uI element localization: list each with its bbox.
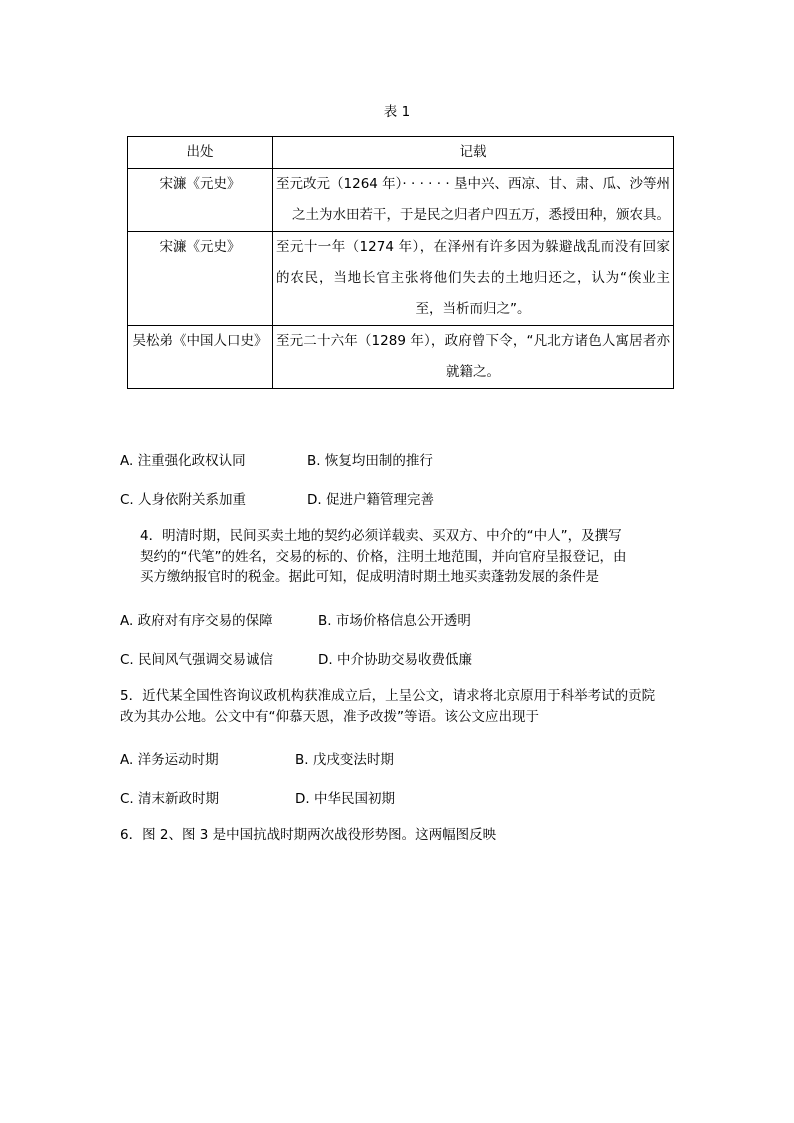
q5-option-d[interactable]: D. 中华民国初期 (295, 791, 395, 807)
q5-option-b[interactable]: B. 戊戌变法时期 (295, 752, 394, 768)
q5-option-a[interactable]: A. 洋务运动时期 (120, 752, 219, 768)
q4-option-d[interactable]: D. 中介协助交易收费低廉 (318, 652, 472, 668)
row-record: 至元十一年（1274 年），在泽州有许多因为躲避战乱而没有回家的农民，当地长官主张将他们失去的土地归还之，认为“俟业主至，当析而归之”。 (273, 232, 674, 326)
row-source: 吴松弟《中国人口史》 (128, 326, 273, 389)
q3-option-c[interactable]: C. 人身依附关系加重 (120, 492, 247, 508)
table-header-row (128, 137, 674, 169)
q3-option-b[interactable]: B. 恢复均田制的推行 (307, 453, 433, 469)
table-row (128, 232, 674, 326)
q4-line: 4．明清时期，民间买卖土地的契约必须详载卖、买双方、中介的“中人”，及撰写 (140, 528, 622, 544)
q4-option-b[interactable]: B. 市场价格信息公开透明 (318, 613, 471, 629)
row-record: 至元二十六年（1289 年），政府曾下令，“凡北方诸色人寓居者亦就籍之。 (273, 326, 674, 389)
q5-option-c[interactable]: C. 清末新政时期 (120, 791, 220, 807)
table-row (128, 169, 674, 232)
table-row (128, 326, 674, 389)
q4-line: 契约的“代笔”的姓名，交易的标的、价格，注明土地范围，并向官府呈报登记，由 (140, 548, 627, 565)
header-record: 记载 (273, 137, 674, 169)
q6-stem: 6．图 2、图 3 是中国抗战时期两次战役形势图。这两幅图反映 (120, 827, 497, 843)
row-record: 至元改元（1264 年）· · · · · · 垦中兴、西凉、甘、肃、瓜、沙等州之土为水田若干，于是民之归者户四五万，悉授田种，颁农具。 (273, 169, 674, 232)
q4-line: 买方缴纳报官时的税金。据此可知，促成明清时期土地买卖蓬勃发展的条件是 (140, 569, 599, 585)
q5-line: 改为其办公地。公文中有“仰慕天恩，准予改拨”等语。该公文应出现于 (120, 708, 539, 725)
table-caption: 表 1 (383, 104, 411, 120)
q5-line: 5．近代某全国性咨询议政机构获准成立后，上呈公文，请求将北京原用于科举考试的贡院 (120, 688, 656, 704)
q3-option-d[interactable]: D. 促进户籍管理完善 (307, 492, 434, 508)
q4-stem (120, 526, 680, 588)
q4-option-a[interactable]: A. 政府对有序交易的保障 (120, 613, 273, 629)
q3-option-a[interactable]: A. 注重强化政权认同 (120, 453, 246, 469)
q5-stem (120, 686, 690, 727)
header-source: 出处 (128, 137, 273, 169)
table-1 (127, 136, 674, 389)
row-source: 宋濂《元史》 (128, 169, 273, 232)
q4-option-c[interactable]: C. 民间风气强调交易诚信 (120, 652, 274, 668)
row-source: 宋濂《元史》 (128, 232, 273, 326)
